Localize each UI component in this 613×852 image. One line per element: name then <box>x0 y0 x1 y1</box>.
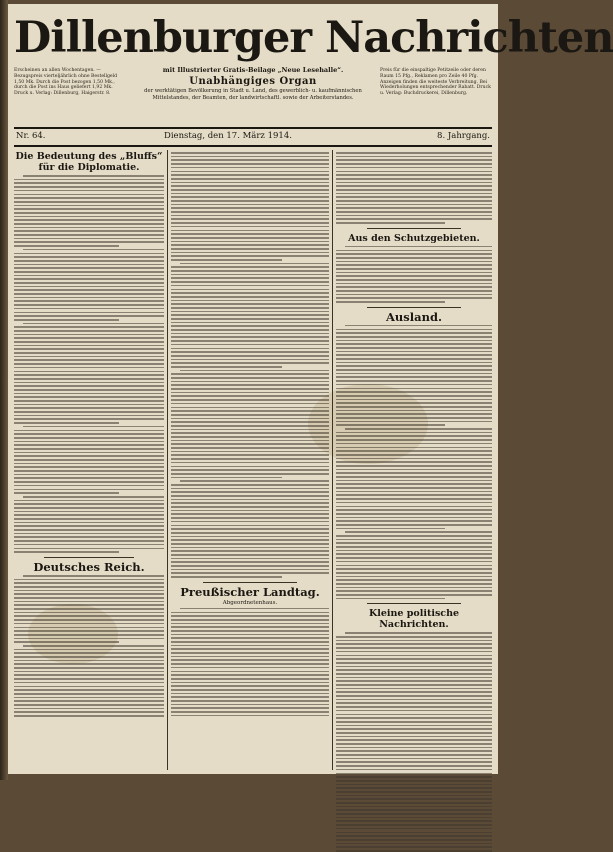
issue-date: Dienstag, den 17. März 1914. <box>164 131 292 141</box>
bottom-rule <box>14 145 492 147</box>
issue-number: Nr. 64. <box>16 131 46 141</box>
section-separator <box>367 603 461 604</box>
section-headline: Kleine politische Nachrichten. <box>368 608 460 631</box>
article-body <box>336 632 492 851</box>
article-body <box>171 608 329 717</box>
article-headline: Die Bedeutung des „Bluffs“ für die Diplomatie. <box>15 151 163 173</box>
section-separator <box>367 307 461 308</box>
column-1 <box>14 150 164 770</box>
column-divider <box>167 150 168 770</box>
section-headline: Preußischer Landtag. <box>180 584 320 599</box>
masthead-title: Dillenburger Nachrichten <box>14 13 613 63</box>
section-headline: Deutsches Reich. <box>33 559 145 574</box>
volume-number: 8. Jahrgang. <box>437 131 490 141</box>
section-headline: Aus den Schutzgebieten. <box>348 232 480 244</box>
dateline <box>14 130 492 144</box>
article-body <box>336 325 492 599</box>
column-3 <box>336 150 492 770</box>
article-body <box>171 152 329 578</box>
section-separator <box>44 557 134 558</box>
subscription-info: Erscheinen an allen Wochentagen. — Bezugspreis vierteljährlich ohne Bestellgeld 1,50 Mk. Durch die Post bezogen 1,50 Mk., durch die Post ins Haus geliefert 1,92 Mk. Druck u. Verlag: Dillenburg, Haigerstr. 8. <box>14 68 118 97</box>
column-2 <box>171 150 329 770</box>
section-separator <box>367 228 461 229</box>
top-rule <box>14 127 492 129</box>
article-body <box>336 152 492 224</box>
section-separator <box>203 582 298 583</box>
supplement-line: mit Illustrierter Gratis-Beilage „Neue Lesehalle“. <box>162 66 344 74</box>
section-headline: Ausland. <box>386 309 442 324</box>
column-divider <box>332 150 333 770</box>
article-body <box>336 246 492 303</box>
section-subheadline: Abgeordnetenhaus. <box>222 599 278 606</box>
organ-title: Unabhängiges Organ <box>189 76 317 87</box>
newspaper-page <box>8 4 613 774</box>
advertising-info: Preis für die einspaltige Petitzeile oder deren Raum 15 Pfg., Reklamen pro Zeile 40 Pfg. Anzeigen finden die weiteste Verbreitung. Bei Wiederholungen entsprechender Rabatt. Druck u. Verlag: Buchdruckerei, Dillenburg. <box>380 68 491 97</box>
page-spine <box>0 0 8 780</box>
organ-description: der werktätigen Bevölkerung in Stadt u. Land, des gewerblich- u. kaufmännischen Mittelstandes, der Beamten, der landwirtschaftl. sowie der Arbeiterstandes. <box>144 88 362 101</box>
article-body <box>14 575 164 717</box>
article-body <box>14 175 164 553</box>
